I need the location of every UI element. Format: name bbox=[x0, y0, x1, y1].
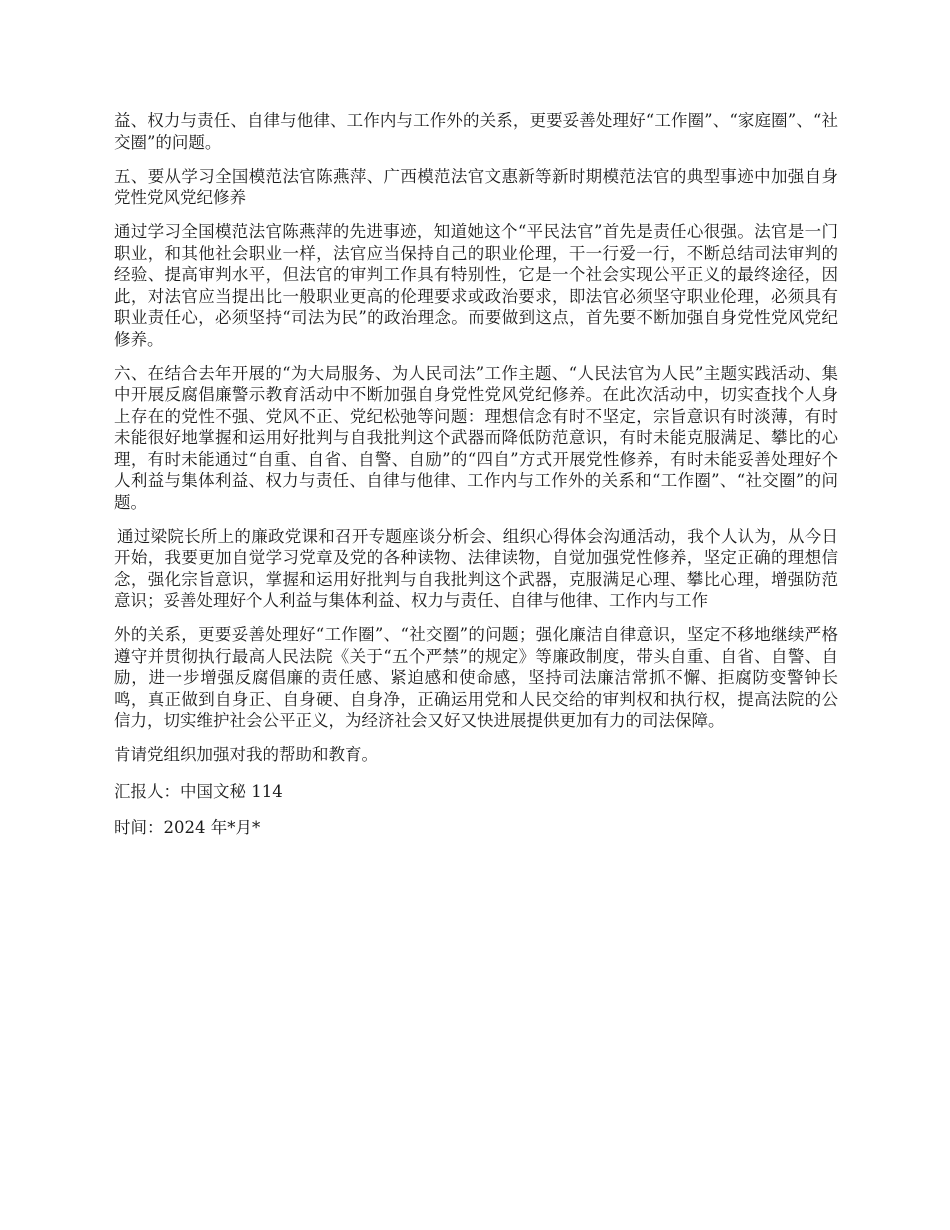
paragraph-chen-yanping: 通过学习全国模范法官陈燕萍的先进事迹，知道她这个“平民法官”首先是责任心很强。法官是一门职业，和其他社会职业一样，法官应当保持自己的职业伦理，干一行爱一行，不断总结司法审判的经验、提高审判水平，但法官的审判工作具有特别性，它是一个社会实现公平正义的最终途径，因此，对法官应当提出比一般职业更高的伦理要求或政治要求，即法官必须坚守职业伦理，必须具有职业责任心，必须坚持“司法为民”的政治理念。而要做到这点，首先要不断加强自身党性党风党纪修养。 bbox=[114, 222, 838, 349]
paragraph-resolution: 通过梁院长所上的廉政党课和召开专题座谈分析会、组织心得体会沟通活动，我个人认为，从今日开始，我要更加自觉学习党章及党的各种读物、法律读物，自觉加强党性修养，坚定正确的理想信念，强化宗旨意识，掌握和运用好批判与自我批判这个武器，克服满足心理、攀比心理，增强防范意识；妥善处理好个人利益与集体利益、权力与责任、自律与他律、工作内与工作 bbox=[114, 526, 838, 610]
section-five-heading: 五、要从学习全国模范法官陈燕萍、广西模范法官文惠新等新时期模范法官的典型事迹中加强自身党性党风党纪修养 bbox=[114, 166, 838, 207]
section-six-paragraph: 六、在结合去年开展的“为大局服务、为人民司法”工作主题、“人民法官为人民”主题实践活动、集中开展反腐倡廉警示教育活动中不断加强自身党性党风党纪修养。在此次活动中，切实查找个人身上存在的党性不强、党风不正、党纪松弛等问题：理想信念有时不坚定，宗旨意识有时淡薄，有时未能很好地掌握和运用好批判与自我批判这个武器而降低防范意识，有时未能克服满足、攀比的心理，有时未能通过“自重、自省、自警、自励”的“四自”方式开展党性修养，有时未能妥善处理好个人利益与集体利益、权力与责任、自律与他律、工作内与工作外的关系和“工作圈”、“社交圈”的问题。 bbox=[114, 363, 838, 512]
document-body bbox=[114, 110, 838, 854]
closing-request: 肯请党组织加强对我的帮助和教育。 bbox=[114, 745, 378, 764]
paragraph-resolution-continued: 外的关系，更要妥善处理好“工作圈”、“社交圈”的问题；强化廉洁自律意识，坚定不移地继续严格遵守并贯彻执行最高人民法院《关于“五个严禁”的规定》等廉政制度，带头自重、自省、自警、自励，进一步增强反腐倡廉的责任感、紧迫感和使命感，坚持司法廉洁常抓不懈、拒腐防变警钟长鸣，真正做到自身正、自身硬、自身净，正确运用党和人民交给的审判权和执行权，提高法院的公信力，切实维护社会公平正义，为经济社会又好又快进展提供更加有力的司法保障。 bbox=[114, 625, 838, 730]
reporter-line: 汇报人：中国文秘 114 bbox=[114, 781, 283, 801]
paragraph-continuation: 益、权力与责任、自律与他律、工作内与工作外的关系，更要妥善处理好“工作圈”、“家庭圈”、“社交圈”的问题。 bbox=[114, 111, 838, 152]
date-line: 时间：2024 年*月* bbox=[114, 818, 261, 837]
